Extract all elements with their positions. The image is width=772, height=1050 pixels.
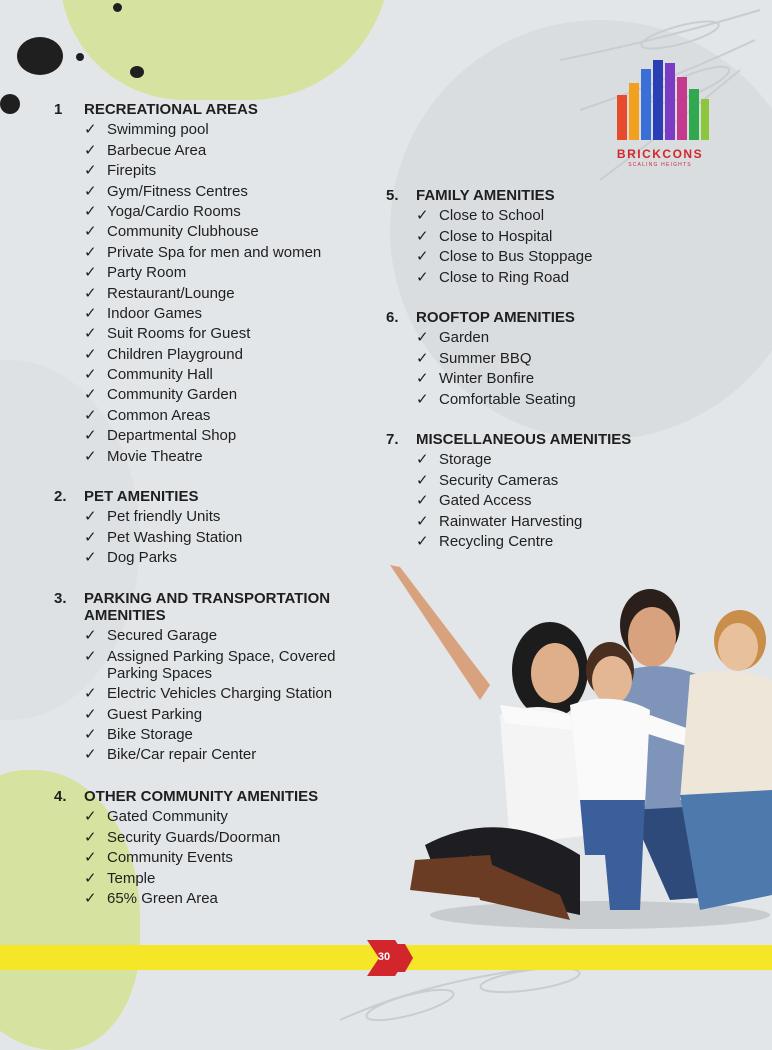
- list-item: [84, 203, 354, 220]
- list-item-text: Movie Theatre: [107, 447, 203, 465]
- list-item-text: Bike/Car repair Center: [107, 746, 257, 764]
- decorative-dot: [113, 3, 122, 12]
- checkmark-icon: ✓: [84, 406, 97, 424]
- section-number: 7.: [386, 431, 399, 448]
- list-item-text: Recycling Centre: [439, 532, 554, 550]
- list-item: [84, 648, 354, 682]
- list-item-text: Swimming pool: [107, 121, 209, 139]
- checkmark-icon: ✓: [84, 202, 97, 220]
- list-item: [84, 706, 354, 723]
- checkmark-icon: ✓: [84, 304, 97, 322]
- section-number: 5.: [386, 187, 399, 204]
- checkmark-icon: ✓: [84, 828, 97, 846]
- list-item-text: Summer BBQ: [439, 349, 532, 367]
- list-item: [84, 325, 354, 342]
- list-item-text: Electric Vehicles Charging Station: [107, 685, 333, 703]
- list-item-text: Close to School: [439, 207, 545, 225]
- list-item: [84, 508, 354, 525]
- decorative-dot: [130, 66, 144, 78]
- list-item: [84, 223, 354, 240]
- list-item-text: Close to Bus Stoppage: [439, 248, 593, 266]
- list-item: [84, 285, 354, 302]
- list-item: [84, 685, 354, 702]
- list-item-text: Community Hall: [107, 366, 213, 384]
- checkmark-icon: ✓: [416, 370, 429, 388]
- checkmark-icon: ✓: [84, 427, 97, 445]
- list-item: [84, 448, 354, 465]
- checkmark-icon: ✓: [84, 627, 97, 645]
- checkmark-icon: ✓: [84, 386, 97, 404]
- list-item: [84, 549, 354, 566]
- list-item-text: Common Areas: [107, 406, 211, 424]
- section-pet: [54, 488, 354, 566]
- list-item: [84, 244, 354, 261]
- list-item: [84, 808, 354, 825]
- checkmark-icon: ✓: [416, 268, 429, 286]
- checkmark-icon: ✓: [84, 849, 97, 867]
- list-item: [84, 386, 354, 403]
- list-item-text: Yoga/Cardio Rooms: [107, 202, 241, 220]
- list-item-text: Barbecue Area: [107, 141, 207, 159]
- list-item: [416, 451, 706, 468]
- checkmark-icon: ✓: [84, 447, 97, 465]
- checkmark-icon: ✓: [416, 390, 429, 408]
- section-number: 3.: [54, 590, 67, 607]
- list-item: [84, 427, 354, 444]
- list-item-text: Dog Parks: [107, 549, 178, 567]
- brand-name: BRICKCONS: [616, 147, 704, 161]
- list-item-text: Community Events: [107, 849, 233, 867]
- list-item-text: Garden: [439, 329, 490, 347]
- checkmark-icon: ✓: [84, 284, 97, 302]
- checkmark-icon: ✓: [84, 366, 97, 384]
- section-title: ROOFTOP AMENITIES: [416, 309, 575, 326]
- list-item: [416, 533, 706, 550]
- decorative-dot: [76, 53, 84, 61]
- list-item-text: Gated Access: [439, 492, 532, 510]
- list-item: [84, 627, 354, 644]
- checkmark-icon: ✓: [416, 471, 429, 489]
- list-item-text: Storage: [439, 451, 492, 469]
- section-title: FAMILY AMENITIES: [416, 187, 555, 204]
- page-number: 30: [377, 951, 391, 963]
- list-item-text: Winter Bonfire: [439, 370, 535, 388]
- section-recreational: [54, 101, 354, 465]
- list-item: [84, 849, 354, 866]
- section-number: 1: [54, 101, 63, 118]
- checkmark-icon: ✓: [416, 532, 429, 550]
- section-number: 2.: [54, 488, 67, 505]
- list-item: [84, 870, 354, 887]
- list-item: [84, 529, 354, 546]
- list-item: [84, 162, 354, 179]
- checkmark-icon: ✓: [416, 492, 429, 510]
- checkmark-icon: ✓: [416, 207, 429, 225]
- checkmark-icon: ✓: [416, 248, 429, 266]
- list-item-text: Gated Community: [107, 808, 228, 826]
- decorative-dot: [17, 37, 63, 75]
- list-item: [416, 228, 686, 245]
- list-item-text: Security Guards/Doorman: [107, 828, 281, 846]
- list-item-text: Private Spa for men and women: [107, 243, 322, 261]
- checkmark-icon: ✓: [84, 647, 97, 665]
- list-item: [416, 492, 706, 509]
- section-title: RECREATIONAL AREAS: [84, 101, 258, 118]
- section-title: OTHER COMMUNITY AMENITIES: [84, 788, 319, 805]
- list-item: [416, 472, 706, 489]
- list-item-text: Community Garden: [107, 386, 238, 404]
- list-item-text: Security Cameras: [439, 471, 559, 489]
- list-item-text: Temple: [107, 869, 156, 887]
- list-item-text: Comfortable Seating: [439, 390, 576, 408]
- list-item-text: Suit Rooms for Guest: [107, 325, 251, 343]
- list-item: [416, 391, 686, 408]
- section-title: PARKING AND TRANSPORTATION AMENITIES: [84, 590, 331, 624]
- list-item: [416, 370, 686, 387]
- list-item-text: Departmental Shop: [107, 427, 237, 445]
- section-number: 6.: [386, 309, 399, 326]
- list-item-text: Pet friendly Units: [107, 508, 221, 526]
- section-parking: [54, 590, 354, 763]
- checkmark-icon: ✓: [84, 685, 97, 703]
- list-item: [416, 269, 686, 286]
- list-item-text: Restaurant/Lounge: [107, 284, 235, 302]
- list-item-text: Guest Parking: [107, 705, 203, 723]
- list-item: [84, 346, 354, 363]
- checkmark-icon: ✓: [84, 243, 97, 261]
- checkmark-icon: ✓: [84, 345, 97, 363]
- checkmark-icon: ✓: [84, 141, 97, 159]
- checkmark-icon: ✓: [84, 264, 97, 282]
- list-item-text: Gym/Fitness Centres: [107, 182, 248, 200]
- brand-tagline: SCALING HEIGHTS: [628, 162, 692, 168]
- list-item: [416, 248, 686, 265]
- decorative-dot: [0, 94, 20, 114]
- section-community: [54, 788, 354, 907]
- list-item: [84, 264, 354, 281]
- checkmark-icon: ✓: [416, 329, 429, 347]
- section-family: [386, 187, 686, 286]
- list-item-text: Children Playground: [107, 345, 243, 363]
- list-item: [84, 726, 354, 743]
- checkmark-icon: ✓: [84, 889, 97, 907]
- list-item-text: Pet Washing Station: [107, 528, 243, 546]
- section-rooftop: [386, 309, 686, 408]
- list-item-text: Rainwater Harvesting: [439, 512, 583, 530]
- list-item: [84, 142, 354, 159]
- list-item-text: Firepits: [107, 162, 157, 180]
- list-item: [84, 366, 354, 383]
- list-item: [84, 305, 354, 322]
- list-item: [84, 890, 354, 907]
- list-item: [416, 513, 706, 530]
- checkmark-icon: ✓: [84, 223, 97, 241]
- checkmark-icon: ✓: [84, 162, 97, 180]
- checkmark-icon: ✓: [84, 121, 97, 139]
- checkmark-icon: ✓: [84, 508, 97, 526]
- checkmark-icon: ✓: [84, 549, 97, 567]
- section-miscellaneous: [386, 431, 706, 550]
- checkmark-icon: ✓: [416, 349, 429, 367]
- list-item: [84, 829, 354, 846]
- checkmark-icon: ✓: [84, 725, 97, 743]
- family-photo: [380, 555, 772, 940]
- list-item: [416, 350, 686, 367]
- list-item-text: Secured Garage: [107, 627, 218, 645]
- section-title: MISCELLANEOUS AMENITIES: [416, 431, 632, 448]
- checkmark-icon: ✓: [416, 451, 429, 469]
- section-title: PET AMENITIES: [84, 488, 199, 505]
- list-item-text: Community Clubhouse: [107, 223, 259, 241]
- list-item-text: Assigned Parking Space, Covered Parking Spaces: [107, 647, 336, 682]
- list-item-text: Indoor Games: [107, 304, 203, 322]
- list-item-text: Close to Hospital: [439, 227, 553, 245]
- checkmark-icon: ✓: [416, 227, 429, 245]
- list-item: [84, 746, 354, 763]
- checkmark-icon: ✓: [84, 528, 97, 546]
- list-item: [416, 329, 686, 346]
- list-item: [416, 207, 686, 224]
- list-item-text: Bike Storage: [107, 725, 193, 743]
- checkmark-icon: ✓: [84, 182, 97, 200]
- checkmark-icon: ✓: [84, 808, 97, 826]
- list-item: [84, 183, 354, 200]
- list-item-text: Close to Ring Road: [439, 268, 570, 286]
- section-number: 4.: [54, 788, 67, 805]
- decorative-blob-top: [60, 0, 390, 100]
- checkmark-icon: ✓: [84, 705, 97, 723]
- list-item: [84, 121, 354, 138]
- list-item-text: 65% Green Area: [107, 889, 218, 907]
- checkmark-icon: ✓: [84, 325, 97, 343]
- checkmark-icon: ✓: [84, 869, 97, 887]
- checkmark-icon: ✓: [84, 746, 97, 764]
- list-item-text: Party Room: [107, 264, 187, 282]
- checkmark-icon: ✓: [416, 512, 429, 530]
- list-item: [84, 407, 354, 424]
